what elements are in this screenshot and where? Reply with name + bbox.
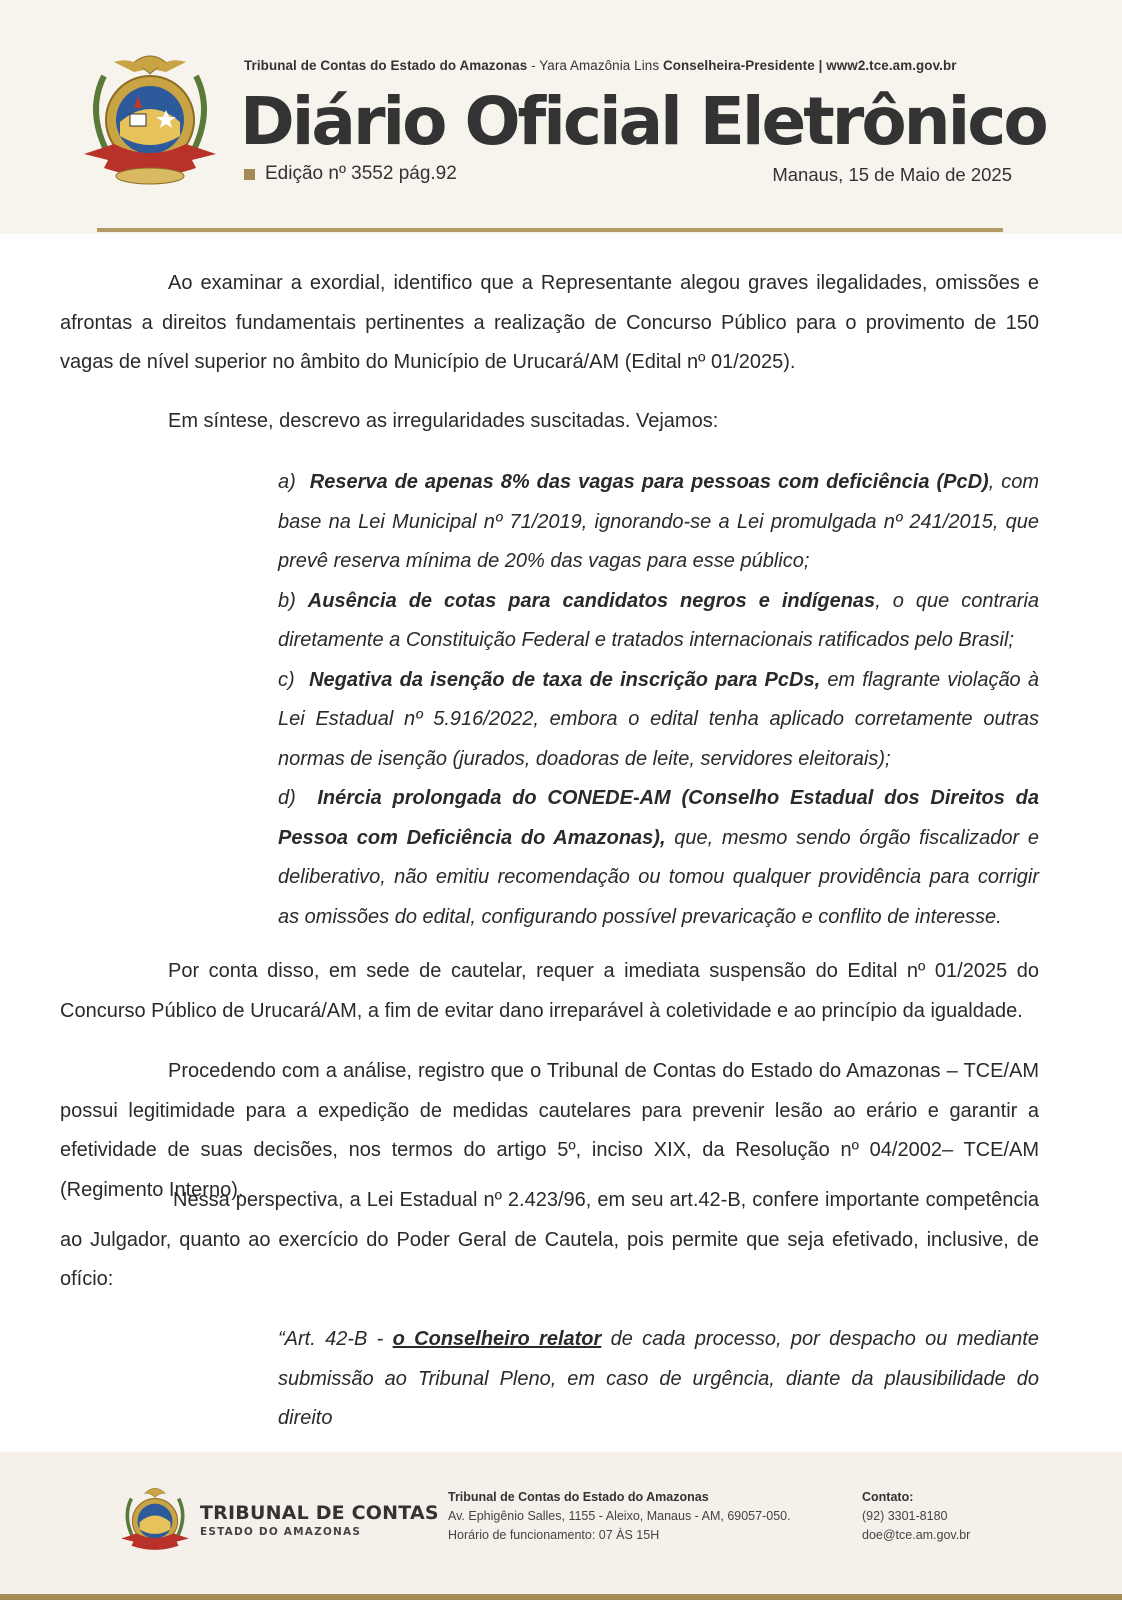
list-marker: c) <box>278 668 295 691</box>
tce-crest-small-icon <box>116 1478 194 1556</box>
quote-text: de cada processo, por despacho ou mediante submissão ao Tribunal Pleno, em caso de urgência, diante da plausibilidade do direito <box>278 1328 1039 1429</box>
paragraph-1 <box>60 264 1039 383</box>
list-item-bold: Negativa da isenção de taxa de inscrição para PcDs, <box>309 668 821 691</box>
legal-quote <box>278 1320 1039 1439</box>
info-separator: | <box>818 58 823 73</box>
paragraph-2 <box>60 402 1039 442</box>
paragraph-5 <box>60 1181 1039 1300</box>
footer-address-block <box>448 1488 791 1545</box>
website-link[interactable]: www2.tce.am.gov.br <box>826 58 957 73</box>
quote-underlined: o Conselheiro relator <box>392 1328 602 1350</box>
list-item <box>278 463 1039 582</box>
footer-logo-line1: TRIBUNAL DE CONTAS <box>200 1502 439 1524</box>
footer-email[interactable]: doe@tce.am.gov.br <box>862 1528 971 1542</box>
info-dash: - <box>531 58 536 73</box>
page-title: Diário Oficial Eletrônico <box>240 83 1046 160</box>
footer-address-title: Tribunal de Contas do Estado do Amazonas <box>448 1490 709 1504</box>
square-bullet-icon <box>244 169 255 180</box>
paragraph-1-text: Ao examinar a exordial, identifico que a Representante alegou graves ilegalidades, omissões e afrontas a direitos fundamentais pertinentes a realização de Concurso Público para o provimento de 150 vagas de nível superior no âmbito do Município de Urucará/AM (Edital nº 01/2025). <box>60 272 1039 373</box>
footer-logo-text <box>200 1502 439 1538</box>
footer-divider <box>0 1594 1122 1600</box>
irregularities-list <box>278 463 1039 937</box>
edition-info <box>244 163 457 185</box>
footer-contact-block <box>862 1488 970 1545</box>
list-item-text: , o que contraria diretamente a Constituição Federal e tratados internacionais ratificados pelo Brasil; <box>278 589 1040 651</box>
list-item <box>278 661 1039 780</box>
footer-hours: Horário de funcionamento: 07 ÀS 15H <box>448 1528 660 1542</box>
paragraph-3 <box>60 952 1039 1031</box>
quote-start: “Art. 42-B - <box>278 1328 393 1350</box>
footer-logo-line2: ESTADO DO AMAZONAS <box>200 1526 362 1538</box>
tce-crest-icon <box>74 36 226 188</box>
publication-date: Manaus, 15 de Maio de 2025 <box>772 164 1012 185</box>
header-divider <box>97 228 1003 232</box>
footer-address: Av. Ephigênio Salles, 1155 - Aleixo, Manaus - AM, 69057-050. <box>448 1509 791 1523</box>
list-item-bold: Reserva de apenas 8% das vagas para pessoas com deficiência (PcD) <box>309 471 989 493</box>
list-item-text: que, mesmo sendo órgão fiscalizador e deliberativo, não emitiu recomendação ou tomou qualquer providência para corrigir as omissões do edital, configurando possível prevaricação e conflito de interesse. <box>278 826 1039 928</box>
list-marker: d) <box>278 787 296 809</box>
list-marker: a) <box>278 471 296 493</box>
paragraph-5-text: Nessa perspectiva, a Lei Estadual nº 2.423/96, em seu art.42-B, confere importante competência ao Julgador, quanto ao exercício do Poder Geral de Cautela, pois permite que seja efetivado, inclusive, de ofício: <box>60 1189 1039 1290</box>
edition-label: Edição nº 3552 pág.92 <box>265 163 457 184</box>
list-item-bold: Ausência de cotas para candidatos negros e indígenas <box>307 589 876 612</box>
institution-name: Tribunal de Contas do Estado do Amazonas <box>244 58 528 73</box>
footer-phone[interactable]: (92) 3301-8180 <box>862 1509 948 1523</box>
list-marker: b) <box>278 589 296 612</box>
header-info-line <box>244 58 957 73</box>
list-item <box>278 582 1039 661</box>
footer-contact-title: Contato: <box>862 1490 914 1504</box>
list-item-text: , com base na Lei Municipal nº 71/2019, ignorando-se a Lei promulgada nº 241/2015, que prevê reserva mínima de 20% das vagas para esse público; <box>278 471 1039 572</box>
page-header <box>0 0 1122 234</box>
president-name: Yara Amazônia Lins <box>539 58 660 73</box>
paragraph-2-text: Em síntese, descrevo as irregularidades suscitadas. Vejamos: <box>168 410 719 432</box>
paragraph-3-text: Por conta disso, em sede de cautelar, requer a imediata suspensão do Edital nº 01/2025 do Concurso Público de Urucará/AM, a fim de evitar dano irreparável à coletividade e ao princípio da igualdade. <box>60 960 1039 1022</box>
president-title: Conselheira-Presidente <box>662 58 815 73</box>
list-item-text: em flagrante violação à Lei Estadual nº 5.916/2022, embora o edital tenha aplicado corretamente outras normas de isenção (jurados, doadoras de leite, servidores eleitorais); <box>278 668 1039 770</box>
paragraph-4-text: Procedendo com a análise, registro que o Tribunal de Contas do Estado do Amazonas – TCE/AM possui legitimidade para a expedição de medidas cautelares para prevenir lesão ao erário e garantir a efetividade de suas decisões, nos termos do artigo 5º, inciso XIX, da Resolução nº 04/2002– TCE/AM (Regimento Interno). <box>60 1060 1039 1201</box>
list-item <box>278 779 1039 937</box>
list-item-bold: Inércia prolongada do CONEDE-AM (Conselho Estadual dos Direitos da Pessoa com Deficiência do Amazonas), <box>278 787 1039 849</box>
